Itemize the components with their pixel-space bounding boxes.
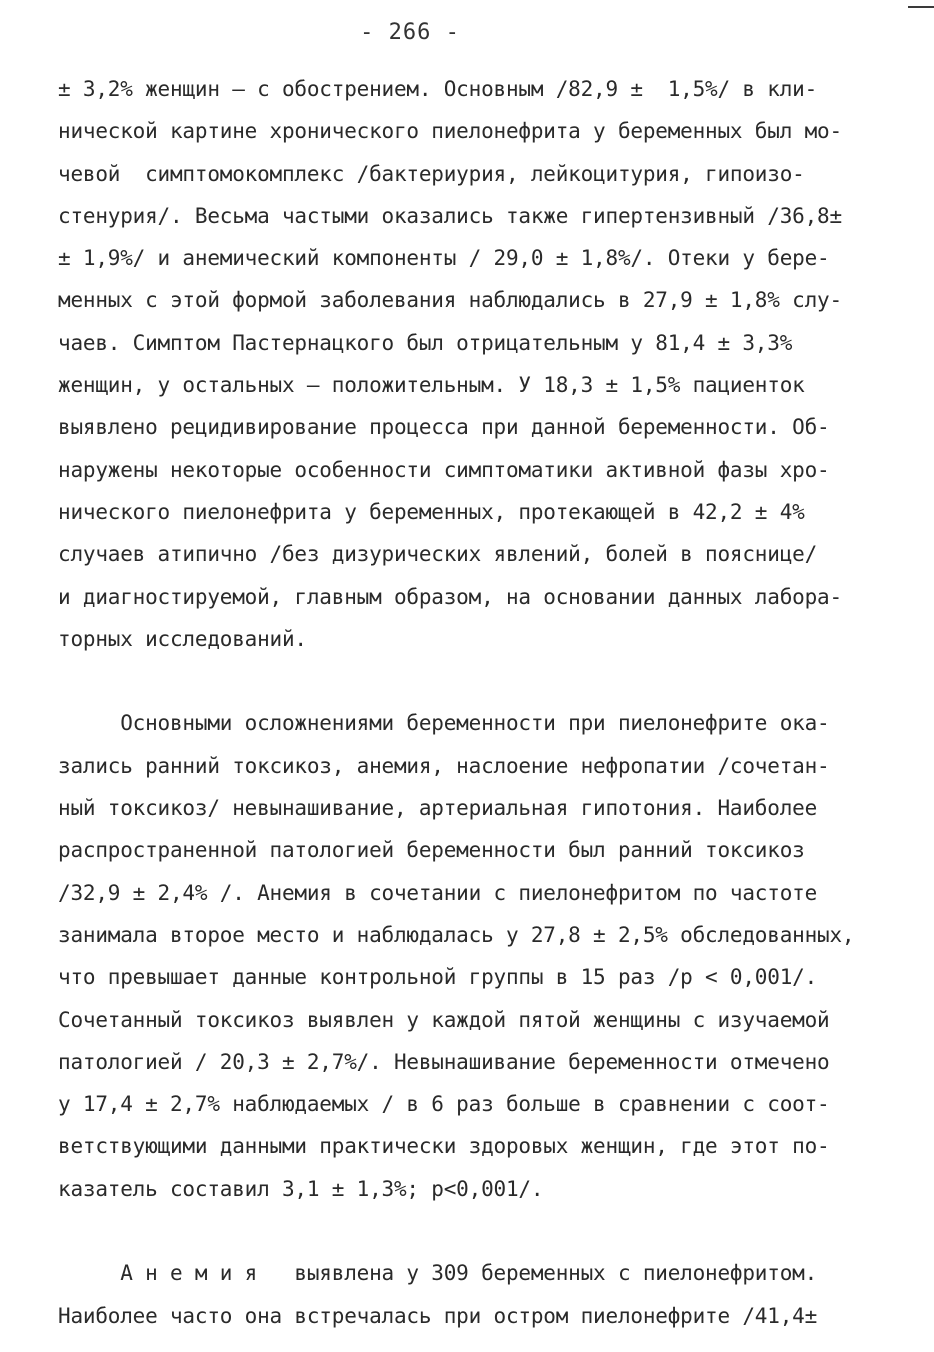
- text-line: казатель составил 3,1 ± 1,3%; р<0,001/.: [58, 1176, 544, 1201]
- text-line: занимала второе место и наблюдалась у 27,8 ± 2,5% обследованных,: [58, 922, 855, 947]
- paragraph-2: [58, 702, 878, 1210]
- body-text: [58, 68, 878, 1337]
- text-line: ветствующими данными практически здоровых женщин, где этот по-: [58, 1134, 830, 1159]
- text-line: случаев атипично /без дизурических явлений, болей в пояснице/: [58, 542, 818, 567]
- paragraph-spacer: [58, 1210, 878, 1252]
- text-line: наружены некоторые особенности симптоматики активной фазы хро-: [58, 457, 830, 482]
- text-line: у 17,4 ± 2,7% наблюдаемых / в 6 раз больше в сравнении с соот-: [58, 1092, 830, 1117]
- text-line: стенурия/. Весьма частыми оказались также гипертензивный /36,8±: [58, 203, 842, 228]
- text-line: /32,9 ± 2,4% /. Анемия в сочетании с пиелонефритом по частоте: [58, 880, 818, 905]
- text-line: что превышает данные контрольной группы в 15 раз /р < 0,001/.: [58, 965, 818, 990]
- text-line: и диагностируемой, главным образом, на основании данных лабора-: [58, 584, 842, 609]
- corner-mark: [908, 6, 934, 8]
- text-line: Основными осложнениями беременности при пиелонефрите ока-: [58, 711, 830, 736]
- text-line: Наиболее часто она встречалась при остром пиелонефрите /41,4±: [58, 1303, 818, 1328]
- text-line: женщин, у остальных – положительным. У 18,3 ± 1,5% пациенток: [58, 373, 805, 398]
- text-line: менных с этой формой заболевания наблюдались в 27,9 ± 1,8% слу-: [58, 288, 842, 313]
- page-number: - 266 -: [360, 20, 460, 45]
- paragraph-3: [58, 1252, 878, 1337]
- text-line: зались ранний токсикоз, анемия, наслоение нефропатии /сочетан-: [58, 753, 830, 778]
- text-line: ± 3,2% женщин – с обострением. Основным /82,9 ± 1,5%/ в кли-: [58, 77, 818, 101]
- text-line: Сочетанный токсикоз выявлен у каждой пятой женщины с изучаемой: [58, 1007, 830, 1032]
- paragraph-1: [58, 68, 878, 660]
- text-line: чевой симптомокомплекс /бактериурия, лейкоцитурия, гипоизо-: [58, 161, 805, 186]
- text-line: ный токсикоз/ невынашивание, артериальная гипотония. Наиболее: [58, 796, 818, 821]
- text-line: ± 1,9%/ и анемический компоненты / 29,0 ± 1,8%/. Отеки у бере-: [58, 246, 830, 271]
- text-line: выявлено рецидивирование процесса при данной беременности. Об-: [58, 415, 830, 440]
- text-line: распространенной патологией беременности был ранний токсикоз: [58, 838, 805, 863]
- paragraph-spacer: [58, 660, 878, 702]
- text-line: нической картине хронического пиелонефрита у беременных был мо-: [58, 119, 842, 144]
- text-line: патологией / 20,3 ± 2,7%/. Невынашивание беременности отмечено: [58, 1049, 830, 1074]
- text-line: нического пиелонефрита у беременных, протекающей в 42,2 ± 4%: [58, 499, 805, 524]
- text-line: А н е м и я выявлена у 309 беременных с пиелонефритом.: [58, 1261, 818, 1286]
- text-line: чаев. Симптом Пастернацкого был отрицательным у 81,4 ± 3,3%: [58, 330, 793, 355]
- text-line: торных исследований.: [58, 626, 307, 651]
